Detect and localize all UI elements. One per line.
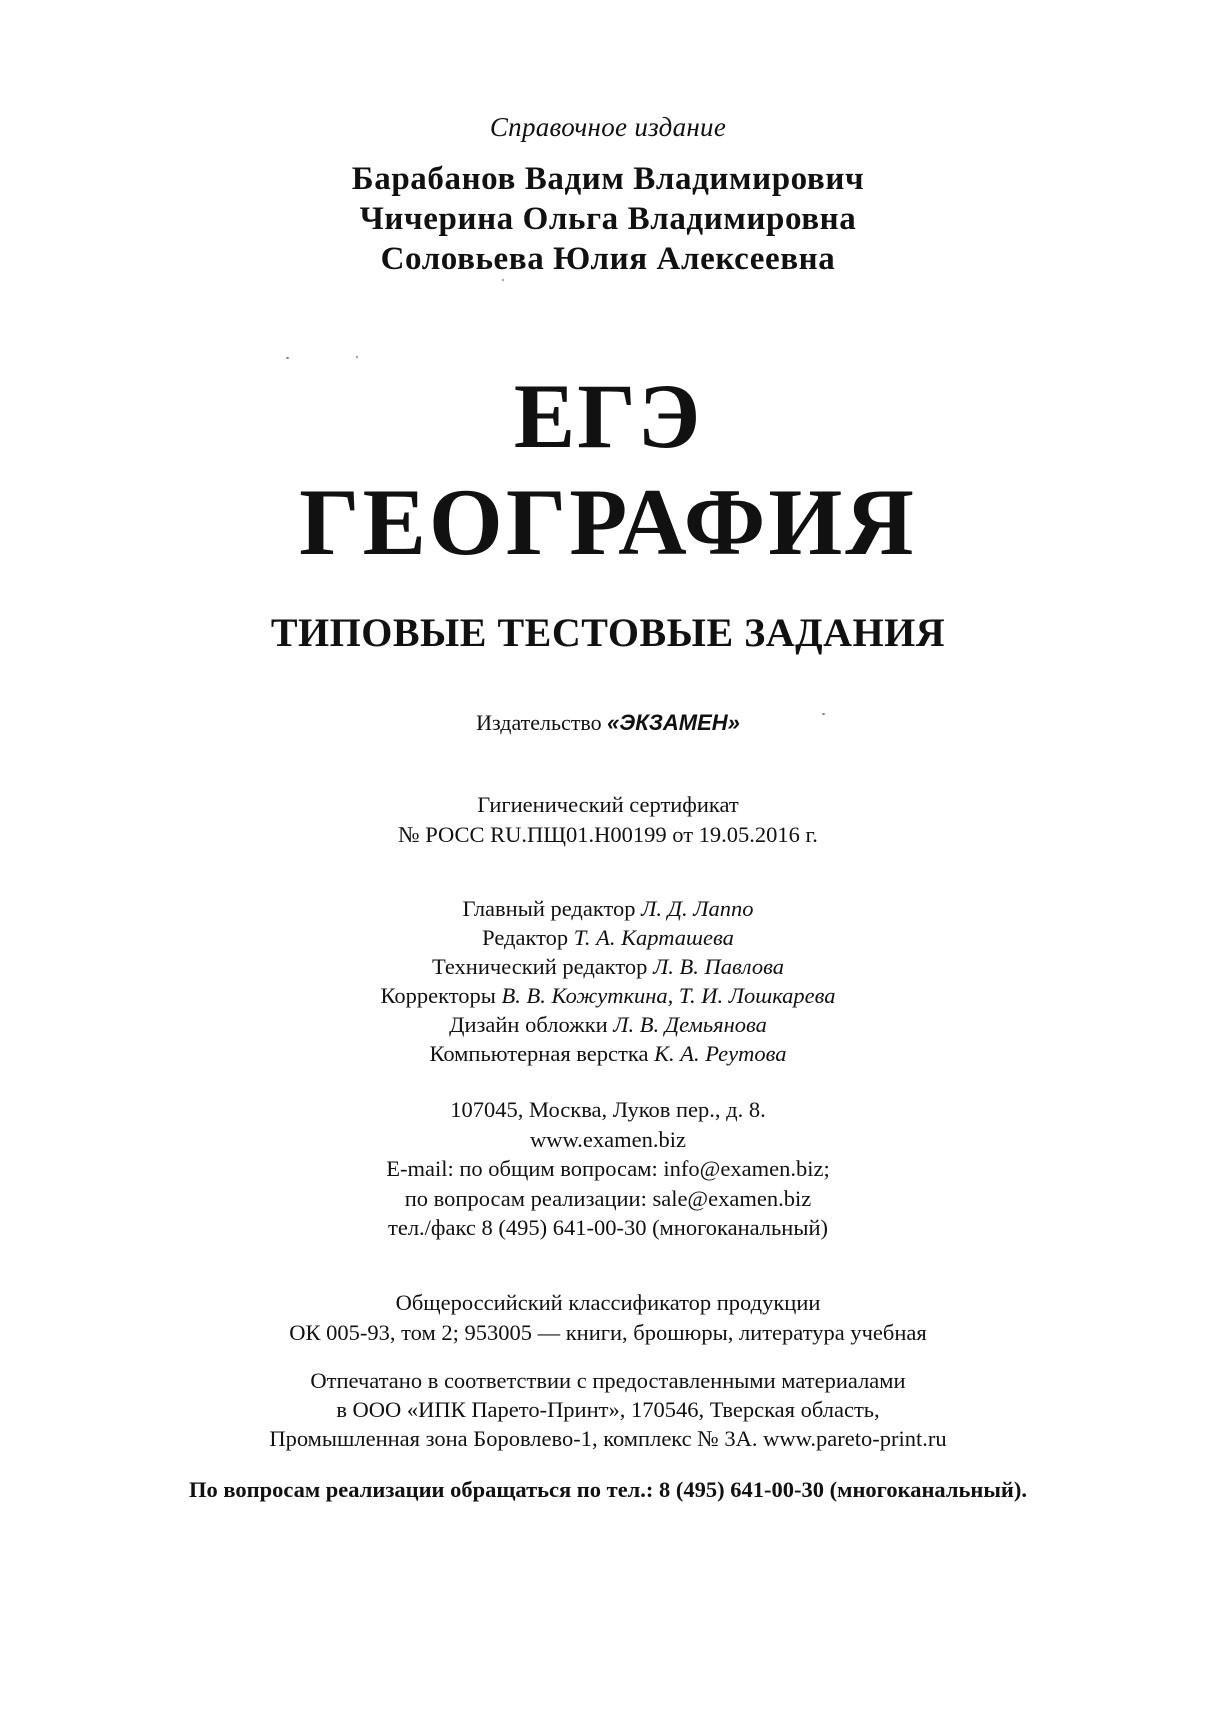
printing-info: Промышленная зона Боровлево-1, комплекс № 3А. www.pareto-print.ru — [269, 1426, 947, 1451]
editorial-credit — [0, 1014, 1216, 1037]
editorial-person: Т. А. Карташева — [573, 925, 734, 950]
book-subtitle: ТИПОВЫЕ ТЕСТОВЫЕ ЗАДАНИЯ — [270, 610, 946, 655]
email-general: E-mail: по общим вопросам: info@examen.biz; — [386, 1156, 830, 1181]
printing-info: в ООО «ИПК Парето-Принт», 170546, Тверская область, — [336, 1397, 880, 1422]
scan-speck — [822, 713, 825, 715]
editorial-person: В. В. Кожуткина, Т. И. Лошкарева — [501, 983, 836, 1008]
certificate-title: Гигиенический сертификат — [477, 792, 739, 817]
email-sales: по вопросам реализации: sale@examen.biz — [404, 1186, 812, 1211]
publisher-line — [0, 712, 1216, 734]
editorial-credit — [0, 956, 1216, 979]
edition-type: Справочное издание — [489, 112, 727, 142]
editorial-credit — [0, 898, 1216, 921]
editorial-person: Л. В. Павлова — [653, 954, 785, 979]
author-name: Соловьева Юлия Алексеевна — [380, 241, 836, 277]
scan-speck — [356, 356, 358, 358]
editorial-person: К. А. Реутова — [654, 1041, 787, 1066]
postal-address: 107045, Москва, Луков пер., д. 8. — [450, 1097, 766, 1122]
book-title-exam: ЕГЭ — [513, 365, 703, 467]
printing-info: Отпечатано в соответствии с предоставленными материалами — [310, 1368, 906, 1393]
classifier-code: ОК 005-93, том 2; 953005 — книги, брошюры, литература учебная — [289, 1320, 927, 1345]
editorial-role: Корректоры — [380, 983, 496, 1008]
author-name: Барабанов Вадим Владимирович — [351, 161, 865, 197]
publisher-name: «ЭКЗАМЕН» — [607, 710, 740, 735]
classifier-title: Общероссийский классификатор продукции — [395, 1290, 821, 1315]
editorial-role: Главный редактор — [462, 896, 636, 921]
website: www.examen.biz — [530, 1127, 686, 1152]
author-name: Чичерина Ольга Владимировна — [359, 201, 857, 237]
editorial-credit — [0, 985, 1216, 1008]
book-title-subject: ГЕОГРАФИЯ — [299, 469, 917, 575]
editorial-credit — [0, 927, 1216, 950]
editorial-role: Технический редактор — [431, 954, 648, 979]
editorial-role: Дизайн обложки — [449, 1012, 608, 1037]
editorial-role: Компьютерная верстка — [429, 1041, 649, 1066]
editorial-credit — [0, 1043, 1216, 1066]
editorial-role: Редактор — [482, 925, 569, 950]
publisher-prefix: Издательство — [476, 710, 602, 735]
scan-speck — [502, 279, 504, 281]
sales-notice: По вопросам реализации обращаться по тел.: 8 (495) 641-00-30 (многоканальный). — [188, 1477, 1027, 1502]
phone-fax: тел./факс 8 (495) 641-00-30 (многоканальный) — [388, 1215, 828, 1240]
certificate-number: № РОСС RU.ПЩ01.Н00199 от 19.05.2016 г. — [398, 822, 818, 847]
editorial-person: Л. Д. Лаппо — [641, 896, 754, 921]
editorial-person: Л. В. Демьянова — [613, 1012, 767, 1037]
scan-speck — [286, 357, 289, 359]
